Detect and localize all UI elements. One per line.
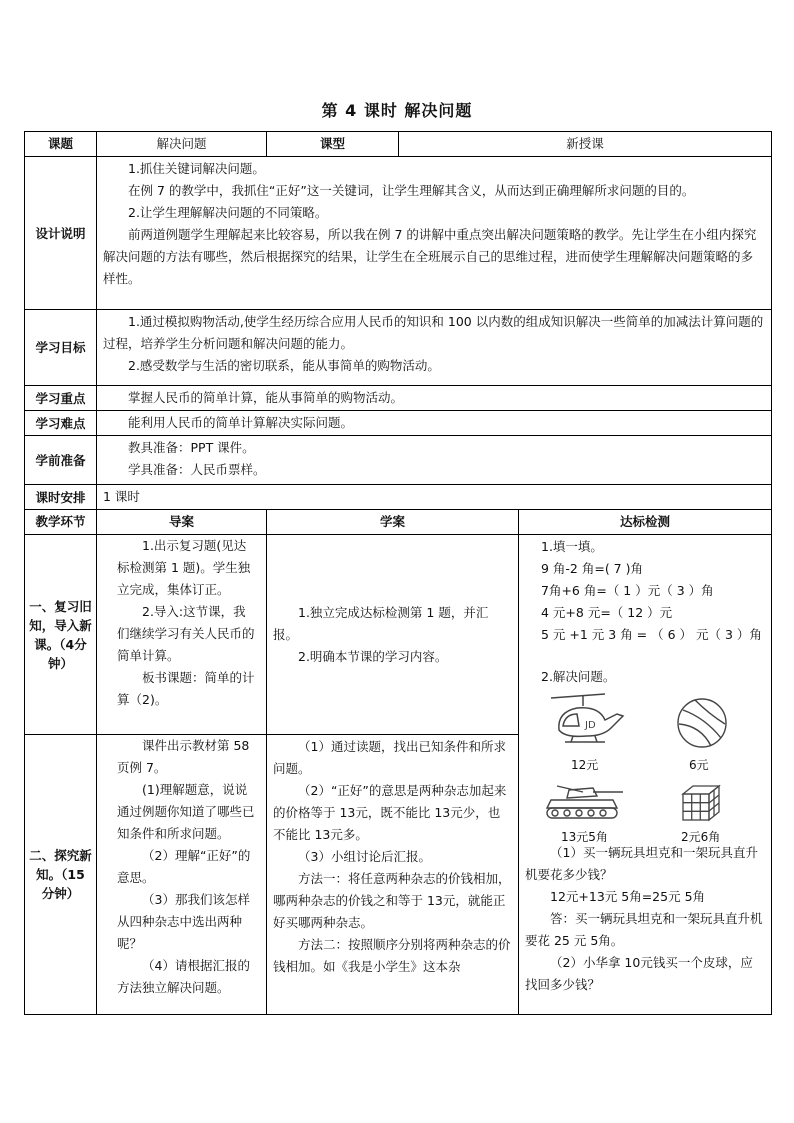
cube-price: 2元6角 — [681, 830, 721, 844]
difficult-text: 能利用人民币的简单计算解决实际问题。 — [128, 415, 354, 430]
study-line: 方法二：按照顺序分别将两种杂志的价钱相加。如《我是小学生》这本杂 — [273, 937, 511, 974]
guide-line: 板书课题：简单的计算（2)。 — [117, 670, 255, 707]
stage1-guide — [97, 535, 267, 735]
prep-line: 教具准备：PPT 课件。 — [128, 440, 255, 455]
goals-label: 学习目标 — [25, 310, 97, 386]
column-header-row — [25, 510, 772, 535]
prep-label: 学前准备 — [25, 436, 97, 485]
page-title: 第 4 课时 解决问题 — [321, 101, 473, 120]
study-line: （3）小组讨论后汇报。 — [298, 849, 431, 864]
design-content — [97, 157, 772, 310]
ball-price: 6元 — [689, 758, 709, 772]
helicopter-price: 12元 — [571, 758, 599, 772]
design-row — [25, 157, 772, 310]
goals-line: 1.通过模拟购物活动,使学生经历综合应用人民币的知识和 100 以内数的组成知识解决一些简单的加减法计算问题的过程，培养学生分析问题和解决问题的能力。 — [103, 314, 764, 351]
col-study: 学案 — [267, 510, 519, 535]
design-line: 在例 7 的教学中，我抓住“正好”这一关键词，让学生理解其含义，从而达到正确理解所求问题的目的。 — [128, 183, 695, 198]
study-line: （1）通过读题，找出已知条件和所求问题。 — [273, 739, 506, 776]
col-check: 达标检测 — [519, 510, 772, 535]
check-after-line: 答：买一辆玩具坦克和一架玩具直升机要花 25 元 5角。 — [525, 911, 763, 948]
schedule-text: 1 课时 — [103, 489, 140, 504]
stage1-row — [25, 535, 772, 735]
stage2-guide — [97, 735, 267, 1015]
type-label: 课型 — [267, 132, 399, 157]
check-cell — [519, 535, 772, 1015]
guide-line: 课件出示教材第 58页例 7。 — [117, 738, 250, 775]
goals-content — [97, 310, 772, 386]
helicopter-icon — [547, 690, 627, 752]
cube-icon — [679, 782, 723, 824]
stage1-label: 一、复习旧知，导入新课。（4分钟） — [25, 535, 97, 735]
col-stage: 教学环节 — [25, 510, 97, 535]
header-row — [25, 132, 772, 157]
prep-content — [97, 436, 772, 485]
key-text: 掌握人民币的简单计算，能从事简单的购物活动。 — [128, 390, 404, 405]
topic-label: 课题 — [25, 132, 97, 157]
topic-value: 解决问题 — [97, 132, 267, 157]
schedule-row — [25, 485, 772, 510]
goals-row — [25, 310, 772, 386]
stage1-study — [267, 535, 519, 735]
stage2-label: 二、探究新知。（15 分钟） — [25, 735, 97, 1015]
guide-line: 1.出示复习题(见达标检测第 1 题)。学生独立完成，集体订正。 — [117, 538, 251, 597]
svg-text:JD: JD — [585, 720, 596, 731]
design-line: 前两道例题学生理解起来比较容易，所以我在例 7 的讲解中重点突出解决问题策略的教学。先让学生在小组内探究解决问题的方法有哪些，然后根据探究的结果，让学生在全班展示自己的思维过程，进而使学生理解解决问题策略的多样性。 — [103, 227, 757, 286]
check-line: 9 角-2 角=( 7 )角 — [541, 561, 643, 576]
guide-line: (1)理解题意，说说通过例题你知道了哪些已知条件和所求问题。 — [117, 782, 255, 841]
check-after-line: （2）小华拿 10元钱买一个皮球，应找回多少钱？ — [525, 955, 753, 992]
guide-line: 2.导入:这节课，我们继续学习有关人民币的简单计算。 — [117, 604, 255, 663]
design-label: 设计说明 — [25, 157, 97, 310]
guide-line: （3）那我们该怎样从四种杂志中选出两种呢？ — [117, 892, 250, 951]
design-line: 1.抓住关键词解决问题。 — [128, 161, 265, 176]
difficult-label: 学习难点 — [25, 411, 97, 436]
guide-line: （4）请根据汇报的方法独立解决问题。 — [117, 958, 250, 995]
key-row — [25, 386, 772, 411]
study-line: 2.明确本节课的学习内容。 — [298, 648, 448, 664]
check-line: 5 元 +1 元 3 角 = （ 6 ） 元（ 3 ）角 — [541, 627, 762, 642]
check-q2: 2.解决问题。 — [541, 669, 616, 684]
tank-icon — [543, 780, 625, 822]
difficult-row — [25, 411, 772, 436]
difficult-content — [97, 411, 772, 436]
check-line: 7角+6 角=（ 1 ）元（ 3 ）角 — [541, 583, 714, 598]
col-guide: 导案 — [97, 510, 267, 535]
schedule-label: 课时安排 — [25, 485, 97, 510]
prep-row — [25, 436, 772, 485]
ball-icon — [675, 696, 729, 750]
key-content — [97, 386, 772, 411]
check-after-line: （1）买一辆玩具坦克和一架玩具直升机要花多少钱？ — [525, 845, 758, 882]
key-label: 学习重点 — [25, 386, 97, 411]
toy-pictures — [525, 690, 765, 842]
lesson-plan-table — [24, 131, 772, 1015]
prep-line: 学具准备：人民币票样。 — [128, 462, 266, 477]
schedule-content — [97, 485, 772, 510]
study-line: 方法一：将任意两种杂志的价钱相加，哪两种杂志的价钱之和等于 13元，就能正好买哪两种杂志。 — [273, 871, 511, 930]
type-value: 新授课 — [399, 132, 772, 157]
check-line: 4 元+8 元=（ 12 ）元 — [541, 605, 673, 620]
check-after-line: 12元+13元 5角=25元 5角 — [550, 889, 706, 904]
goals-line: 2.感受数学与生活的密切联系，能从事简单的购物活动。 — [128, 358, 440, 373]
stage2-study — [267, 735, 519, 1015]
study-line: （2）“正好”的意思是两种杂志加起来的价格等于 13元，既不能比 13元少，也不能比 13元多。 — [273, 783, 507, 842]
study-line: 1.独立完成达标检测第 1 题，并汇报。 — [273, 604, 489, 642]
design-line: 2.让学生理解解决问题的不同策略。 — [128, 205, 328, 220]
check-line: 1.填一填。 — [541, 539, 603, 554]
tank-price: 13元5角 — [561, 830, 608, 844]
guide-line: （2）理解“正好”的意思。 — [117, 848, 251, 885]
